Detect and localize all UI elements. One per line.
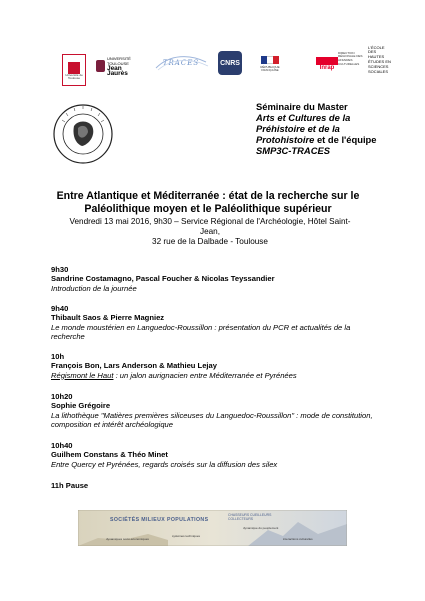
program-talk: Le monde moustérien en Languedoc-Roussillon : présentation du PCR et actualités de la recherche bbox=[51, 322, 351, 342]
program-talk-site: Régismont le Haut bbox=[51, 370, 114, 380]
program-time-pause: 11h Pause bbox=[51, 481, 89, 490]
seminar-line1: Séminaire du Master bbox=[256, 101, 348, 112]
inrap-mark-icon bbox=[316, 57, 338, 65]
seminar-header bbox=[256, 101, 391, 156]
program-item bbox=[51, 392, 386, 430]
venue-info bbox=[60, 217, 360, 247]
cnrs-logo bbox=[218, 51, 242, 75]
seminar-line2: Arts et Cultures de la Préhistoire et de la Protohistoire bbox=[256, 112, 351, 145]
program-speakers: Guilhem Constans & Théo Minet bbox=[51, 450, 168, 460]
page-title: Entre Atlantique et Méditerranée : état de la recherche sur le Paléolithique moyen et le Paléolithique supérieur bbox=[56, 190, 360, 215]
seal-emblem-icon bbox=[52, 102, 114, 166]
ujj-mark-icon bbox=[96, 60, 105, 72]
program-item bbox=[51, 352, 386, 380]
ut-logo-text: Université de Toulouse bbox=[65, 72, 83, 80]
program-time: 9h30 bbox=[51, 265, 69, 274]
banner-caption-3: dynamique du peuplement bbox=[243, 526, 279, 530]
cnrs-text: CNRS bbox=[220, 59, 240, 67]
program-speakers: François Bon, Lars Anderson & Mathieu Lejay bbox=[51, 361, 217, 371]
program-item bbox=[51, 481, 386, 490]
universite-toulouse-logo bbox=[62, 54, 86, 86]
program-item bbox=[51, 441, 386, 469]
program-time: 10h bbox=[51, 352, 65, 361]
republique-francaise-logo bbox=[256, 48, 284, 80]
program-time: 10h20 bbox=[51, 392, 73, 401]
program-time: 9h40 bbox=[51, 304, 69, 313]
ut-mark-icon bbox=[68, 62, 80, 74]
banner-caption-4: interactions culturelles bbox=[283, 537, 313, 541]
venue-line1: Vendredi 13 mai 2016, 9h30 – Service Régional de l'Archéologie, Hôtel Saint-Jean, bbox=[69, 217, 351, 236]
program-talk: Introduction de la journée bbox=[51, 283, 137, 293]
program-talk bbox=[51, 371, 386, 380]
program-speakers: Sophie Grégoire bbox=[51, 401, 111, 411]
traces-text: TRACES bbox=[162, 59, 200, 67]
smp3c-banner bbox=[78, 510, 347, 546]
rf-text: RÉPUBLIQUE FRANÇAISE bbox=[260, 64, 280, 72]
program-talk: La lithothèque "Matières premières siliceuses du Languedoc-Roussillon" : mode de constitution, composition et intérêt archéologique bbox=[51, 410, 373, 430]
traces-logo bbox=[150, 52, 212, 74]
banner-caption-2: systèmes techniques bbox=[172, 534, 201, 538]
seminar-line4: SMP3C-TRACES bbox=[256, 145, 330, 156]
ehess-logo bbox=[368, 44, 392, 74]
program-speakers: Sandrine Costamagno, Pascal Foucher & Nicolas Teyssandier bbox=[51, 274, 275, 284]
drac-text: DIRECTION RÉGIONALE DES AFFAIRES CULTURELLES bbox=[338, 50, 363, 66]
program-item bbox=[51, 304, 386, 342]
banner-brand: SOCIÉTÉS MILIEUX POPULATIONS bbox=[110, 517, 209, 523]
traces-swirl-icon bbox=[150, 52, 212, 74]
ujj-line1: UNIVERSITÉ TOULOUSE bbox=[106, 56, 131, 66]
venue-line2: 32 rue de la Dalbade - Toulouse bbox=[152, 237, 268, 246]
banner-caption-1: dynamiques socio-économiques bbox=[106, 537, 149, 541]
ujj-line2: Jean Jaurès bbox=[106, 65, 128, 77]
seal-logo bbox=[52, 102, 114, 166]
banner-brand2: CHASSEURS CUEILLEURS COLLECTEURS bbox=[228, 513, 272, 521]
program-speakers: Thibault Saos & Pierre Magniez bbox=[51, 313, 165, 323]
program-item bbox=[51, 265, 386, 293]
french-flag-icon bbox=[261, 56, 279, 64]
inrap-text: Inrap bbox=[319, 65, 335, 71]
ujj-logo bbox=[96, 56, 142, 77]
program-time: 10h40 bbox=[51, 441, 73, 450]
ehess-text: L'ÉCOLE DES HAUTES ÉTUDES EN SCIENCES SOCIALES bbox=[368, 44, 391, 74]
program-talk-rest: : un jalon aurignacien entre Méditerranée et Pyrénées bbox=[113, 370, 297, 380]
program-talk: Entre Quercy et Pyrénées, regards croisés sur la diffusion des silex bbox=[51, 459, 278, 469]
seminar-line3: et de l'équipe bbox=[316, 134, 377, 145]
drac-logo bbox=[338, 44, 366, 74]
